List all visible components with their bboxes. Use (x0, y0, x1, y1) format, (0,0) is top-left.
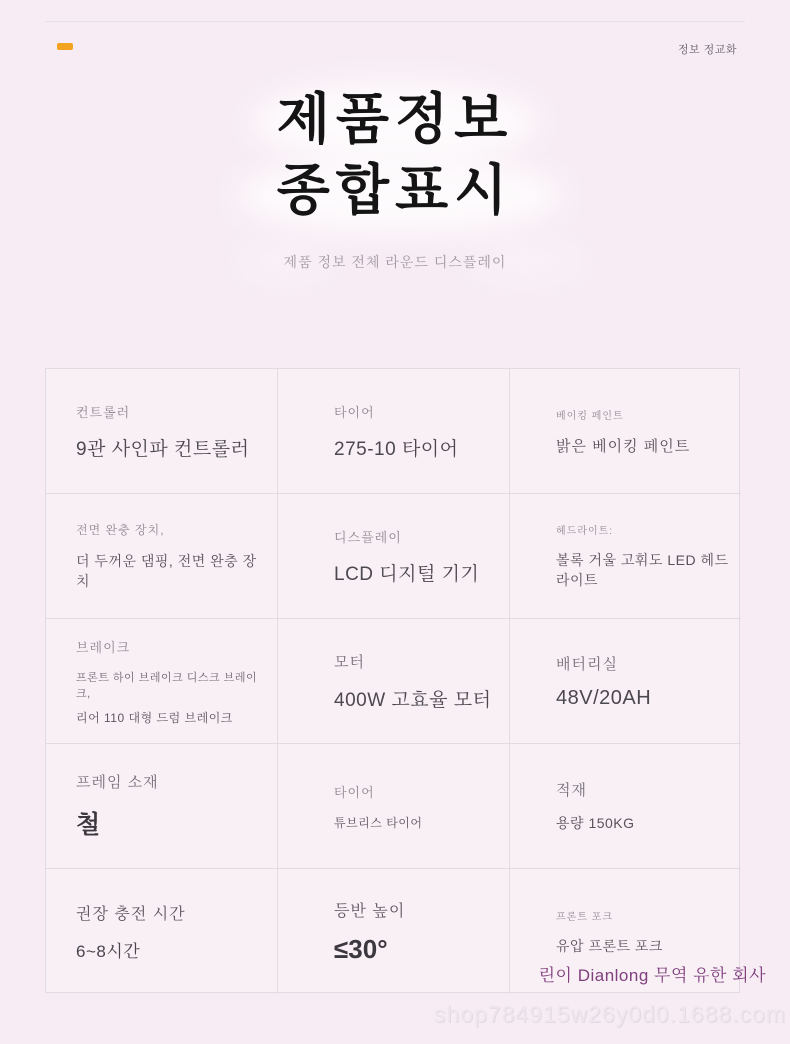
spec-label: 배터리실 (556, 655, 618, 673)
spec-value-line2: 리어 110 대형 드럼 브레이크 (76, 710, 233, 725)
spec-label: 타이어 (334, 404, 375, 420)
spec-label: 전면 완충 장치, (76, 523, 165, 537)
spec-label: 권장 충전 시간 (76, 906, 186, 923)
spec-value: 볼록 거울 고휘도 LED 헤드라이트 (556, 552, 729, 588)
page-subtitle: 제품 정보 전체 라운드 디스플레이 (283, 254, 507, 270)
spec-label: 브레이크 (76, 639, 131, 655)
spec-label: 모터 (334, 653, 365, 671)
spec-value: 48V/20AH (556, 686, 652, 709)
spec-label: 컨트롤러 (76, 404, 131, 420)
spec-label: 프론트 포크 (556, 911, 614, 923)
spec-label: 타이어 (334, 784, 375, 800)
page-title-line1: 제품정보 (276, 88, 514, 150)
spec-value: LCD 디지털 기기 (334, 563, 480, 585)
spec-value: 400W 고효율 모터 (334, 689, 492, 711)
spec-cell-motor (278, 619, 510, 744)
spec-label: 적재 (556, 782, 587, 799)
spec-cell-brake (46, 619, 278, 744)
spec-label: 헤드라이트: (556, 526, 614, 537)
spec-value: 더 두꺼운 댐핑, 전면 완충 장치 (76, 553, 257, 589)
spec-value: 프론트 하이 브레이크 디스크 브레이크, (76, 671, 258, 700)
spec-cell-tire (278, 369, 510, 494)
spec-value: 9관 사인파 컨트롤러 (76, 438, 250, 460)
spec-label: 디스플레이 (334, 529, 402, 545)
spec-cell-load (510, 744, 741, 869)
spec-value: 밝은 베이킹 페인트 (556, 437, 691, 455)
spec-value: 철 (76, 811, 101, 839)
spec-label: 등반 높이 (334, 903, 406, 920)
spec-cell-climb (278, 869, 510, 994)
spec-table (45, 368, 740, 993)
spec-cell-charge-time (46, 869, 278, 994)
spec-value: ≤30° (334, 934, 388, 964)
spec-cell-frame (46, 744, 278, 869)
company-name: 린이 Dianlong 무역 유한 회사 (538, 966, 766, 985)
spec-value: 유압 프론트 포크 (556, 937, 663, 954)
hero-section (0, 84, 790, 272)
spec-cell-headlight (510, 494, 741, 619)
spec-cell-display (278, 494, 510, 619)
spec-value: 6~8시간 (76, 942, 141, 961)
page-title-line2: 종합표시 (276, 159, 514, 221)
top-divider (45, 21, 745, 22)
spec-cell-front-shock (46, 494, 278, 619)
page-title (0, 84, 790, 226)
spec-value: 용량 150KG (556, 815, 635, 831)
spec-cell-tire-type (278, 744, 510, 869)
spec-value: 튜브리스 타이어 (334, 815, 423, 830)
refine-tag-label: 정보 정교화 (677, 44, 737, 56)
accent-chip (57, 43, 73, 50)
shop-watermark: shop784915w26y0d0.1688.com (433, 1001, 786, 1027)
spec-label: 베이킹 페인트 (556, 410, 624, 422)
spec-value: 275-10 타이어 (334, 438, 459, 460)
spec-label: 프레임 소재 (76, 774, 159, 791)
spec-cell-controller (46, 369, 278, 494)
spec-cell-paint (510, 369, 741, 494)
spec-cell-battery (510, 619, 741, 744)
